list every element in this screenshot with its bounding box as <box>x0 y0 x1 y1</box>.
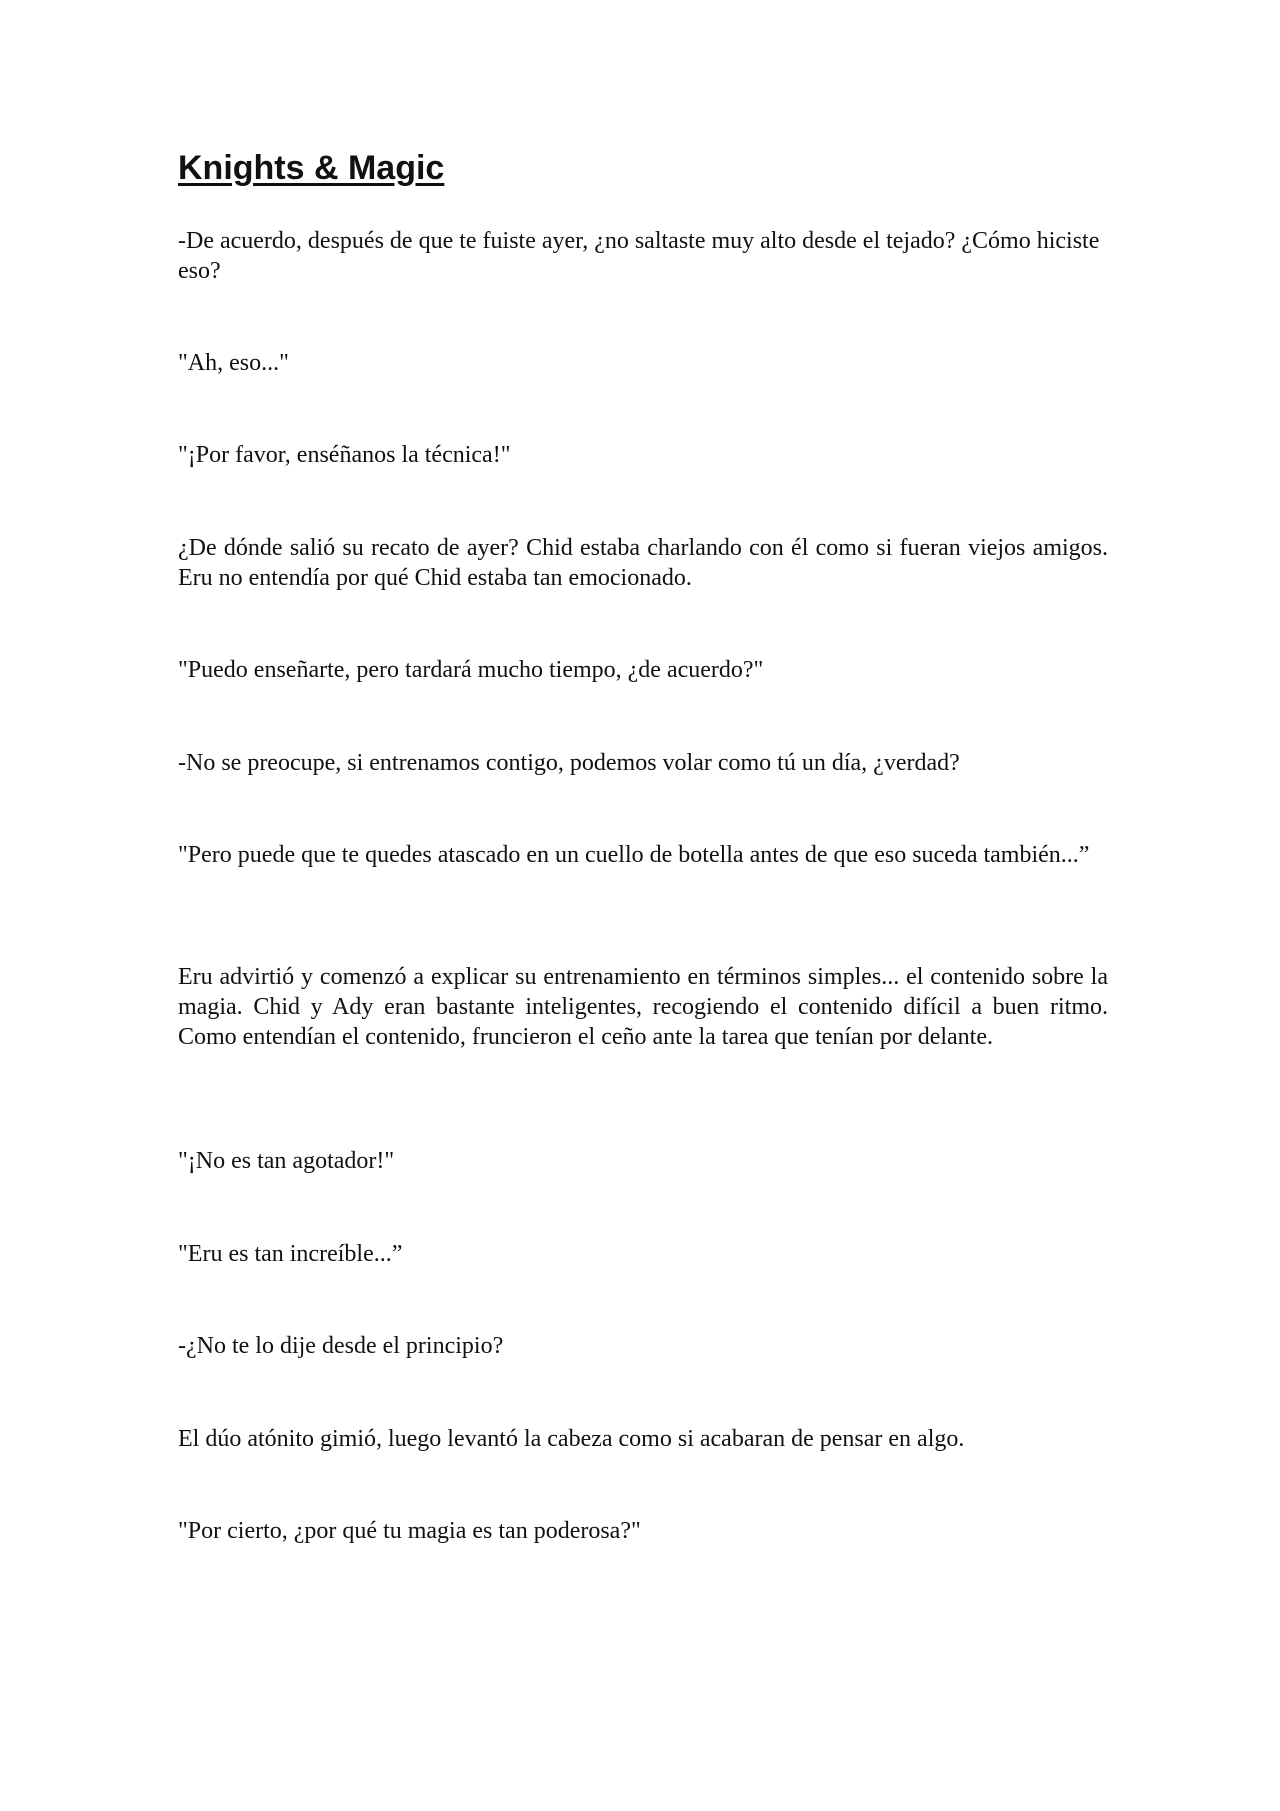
paragraph-1: -De acuerdo, después de que te fuiste ayer, ¿no saltaste muy alto desde el tejado? ¿Cómo hiciste eso? <box>178 228 1100 284</box>
paragraph-2: "Ah, eso..." <box>178 350 289 376</box>
paragraph-7: "Pero puede que te quedes atascado en un cuello de botella antes de que eso suceda también...” <box>178 842 1090 868</box>
paragraph-13: "Por cierto, ¿por qué tu magia es tan poderosa?" <box>178 1518 641 1544</box>
paragraph-3: "¡Por favor, enséñanos la técnica!" <box>178 442 511 468</box>
paragraph-6: -No se preocupe, si entrenamos contigo, podemos volar como tú un día, ¿verdad? <box>178 750 960 776</box>
paragraph-12: El dúo atónito gimió, luego levantó la cabeza como si acabaran de pensar en algo. <box>178 1426 965 1452</box>
paragraph-11: -¿No te lo dije desde el principio? <box>178 1333 504 1359</box>
paragraph-8: Eru advirtió y comenzó a explicar su entrenamiento en términos simples... el contenido sobre la magia. Chid y Ady eran bastante inteligentes, recogiendo el contenido difícil a buen ritmo. Como entendían el contenido, fruncieron el ceño ante la tarea que tenían por delante. <box>178 964 1108 1050</box>
paragraph-4: ¿De dónde salió su recato de ayer? Chid estaba charlando con él como si fueran viejos amigos. Eru no entendía por qué Chid estaba tan emocionado. <box>178 535 1108 591</box>
document-title: Knights & Magic <box>178 149 445 187</box>
paragraph-10: "Eru es tan increíble...” <box>178 1241 403 1267</box>
paragraph-9: "¡No es tan agotador!" <box>178 1148 395 1174</box>
paragraph-5: "Puedo enseñarte, pero tardará mucho tiempo, ¿de acuerdo?" <box>178 657 764 683</box>
